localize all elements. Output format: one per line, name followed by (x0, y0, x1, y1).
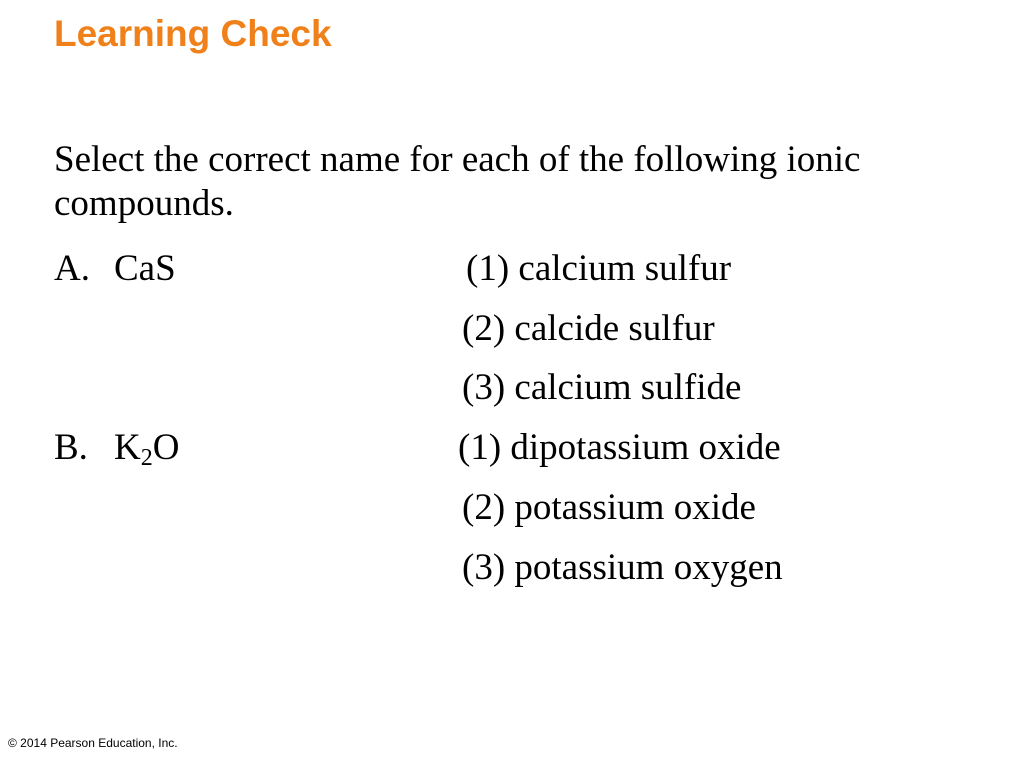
copyright-notice: © 2014 Pearson Education, Inc. (8, 736, 178, 750)
formula-a-text: CaS (114, 248, 176, 289)
question-b-label: B. (54, 427, 88, 468)
question-a-formula (114, 247, 176, 291)
formula-b-element: K (114, 427, 141, 468)
question-a-option-2: (2) calcide sulfur (462, 308, 715, 349)
formula-b-subscript: 2 (140, 445, 153, 471)
question-a-option-1: (1) calcium sulfur (466, 248, 732, 289)
question-a-option-3: (3) calcium sulfide (462, 367, 742, 408)
question-a-label: A. (54, 248, 90, 289)
question-b-option-1: (1) dipotassium oxide (458, 427, 781, 468)
slide-title: Learning Check (54, 13, 332, 54)
formula-b-element-2: O (152, 427, 180, 468)
question-b-option-3: (3) potassium oxygen (462, 547, 783, 588)
question-prompt: Select the correct name for each of the following ionic compounds. (54, 139, 861, 224)
question-b-formula (114, 426, 179, 470)
question-b-option-2: (2) potassium oxide (462, 487, 756, 528)
